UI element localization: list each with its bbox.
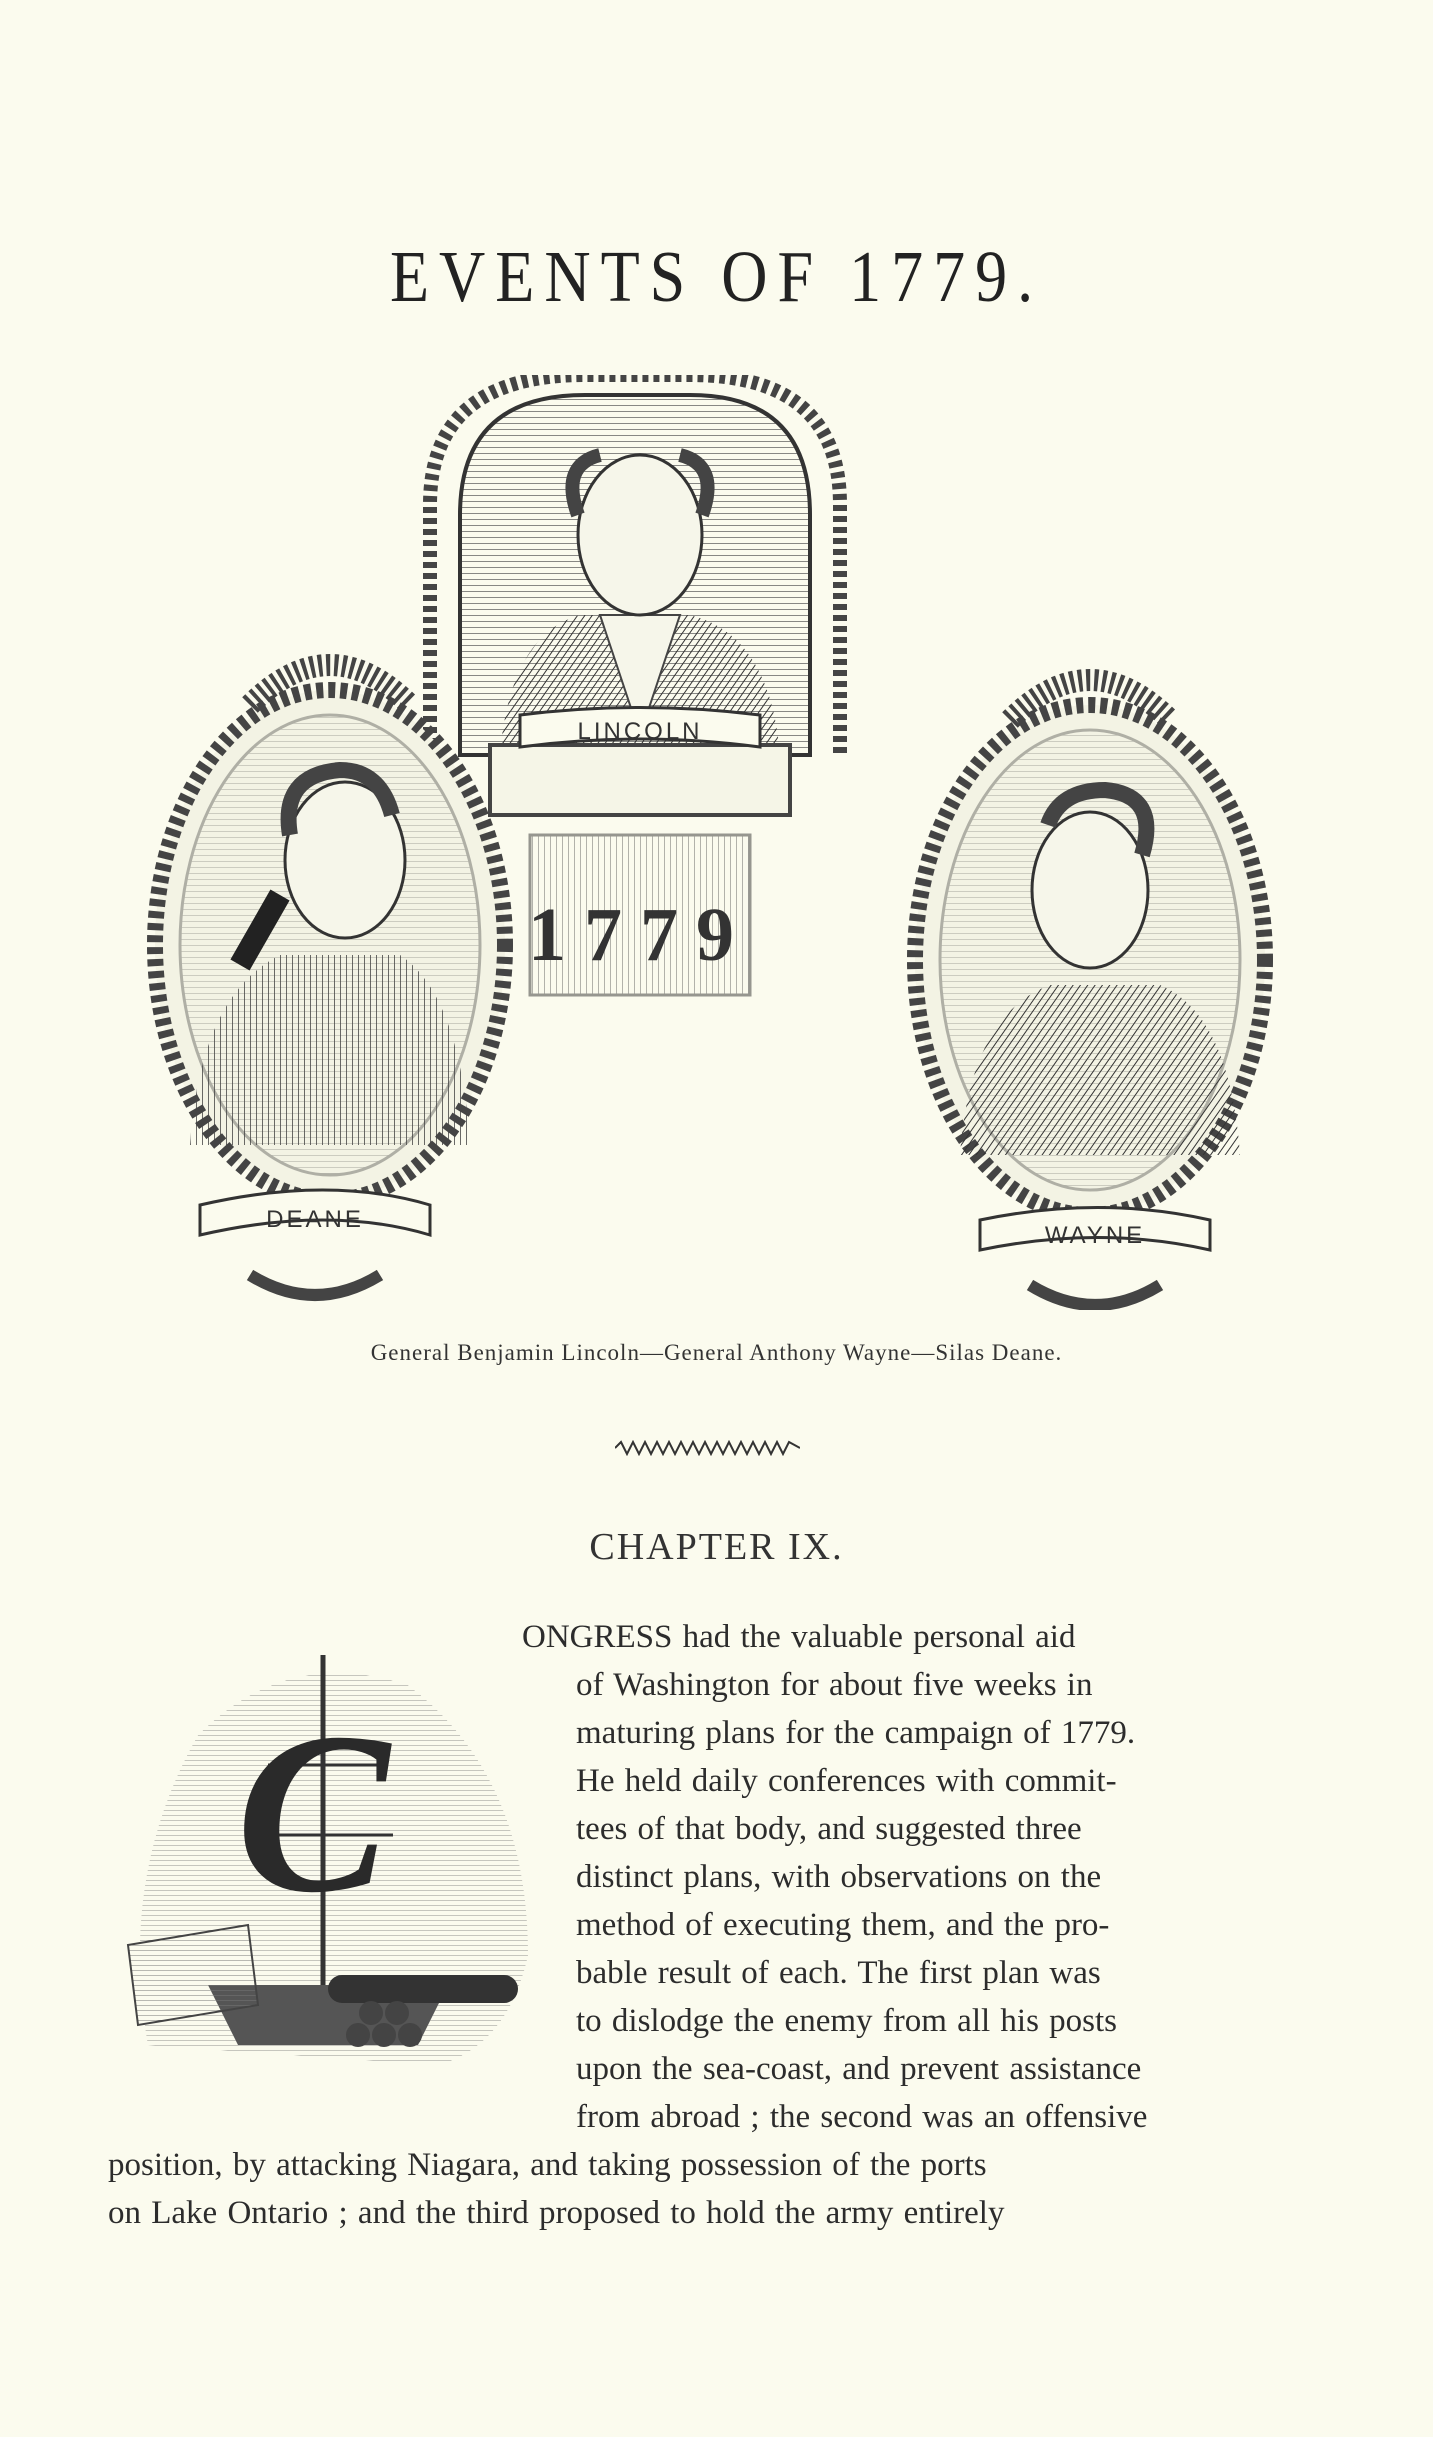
text-line: of Washington for about five weeks in	[576, 1667, 1093, 1703]
decorated-initial	[108, 1625, 543, 2095]
deane-label: DEANE	[266, 1206, 364, 1233]
text-line: He held daily conferences with commit-	[576, 1763, 1117, 1799]
text-line: upon the sea-coast, and prevent assistance	[576, 2051, 1142, 2087]
page-heading: EVENTS OF 1779.	[389, 235, 1044, 318]
cannon-icon	[328, 1975, 518, 2003]
deane-ribbon	[200, 1190, 430, 1235]
year-plate	[490, 745, 790, 995]
lincoln-ribbon	[520, 708, 760, 748]
text-line: position, by attacking Niagara, and taking possession of the ports	[108, 2147, 987, 2183]
initial-letter: C	[236, 1685, 390, 1940]
lincoln-label: LINCOLN	[577, 718, 703, 745]
text-line: from abroad ; the second was an offensive	[576, 2099, 1148, 2135]
text-line: distinct plans, with observations on the	[576, 1859, 1102, 1895]
text-line: maturing plans for the campaign of 1779.	[576, 1715, 1136, 1751]
text-line: to dislodge the enemy from all his posts	[576, 2003, 1118, 2039]
ornamental-divider	[615, 1440, 800, 1456]
text-line: tees of that body, and suggested three	[576, 1811, 1082, 1847]
chapter-title: CHAPTER IX.	[589, 1526, 844, 1568]
year-plate-text: 1779	[528, 893, 752, 977]
text-line: ONGRESS had the valuable personal aid	[522, 1619, 1076, 1655]
wayne-label: WAYNE	[1044, 1222, 1146, 1249]
portrait-engraving	[130, 375, 1300, 1310]
text-line: bable result of each. The first plan was	[576, 1955, 1101, 1991]
figure-caption: General Benjamin Lincoln—General Anthony Wayne—Silas Deane.	[370, 1340, 1063, 1365]
text-line: method of executing them, and the pro-	[576, 1907, 1110, 1943]
wayne-ribbon	[980, 1208, 1210, 1251]
text-line: on Lake Ontario ; and the third proposed to hold the army entirely	[108, 2195, 1005, 2231]
